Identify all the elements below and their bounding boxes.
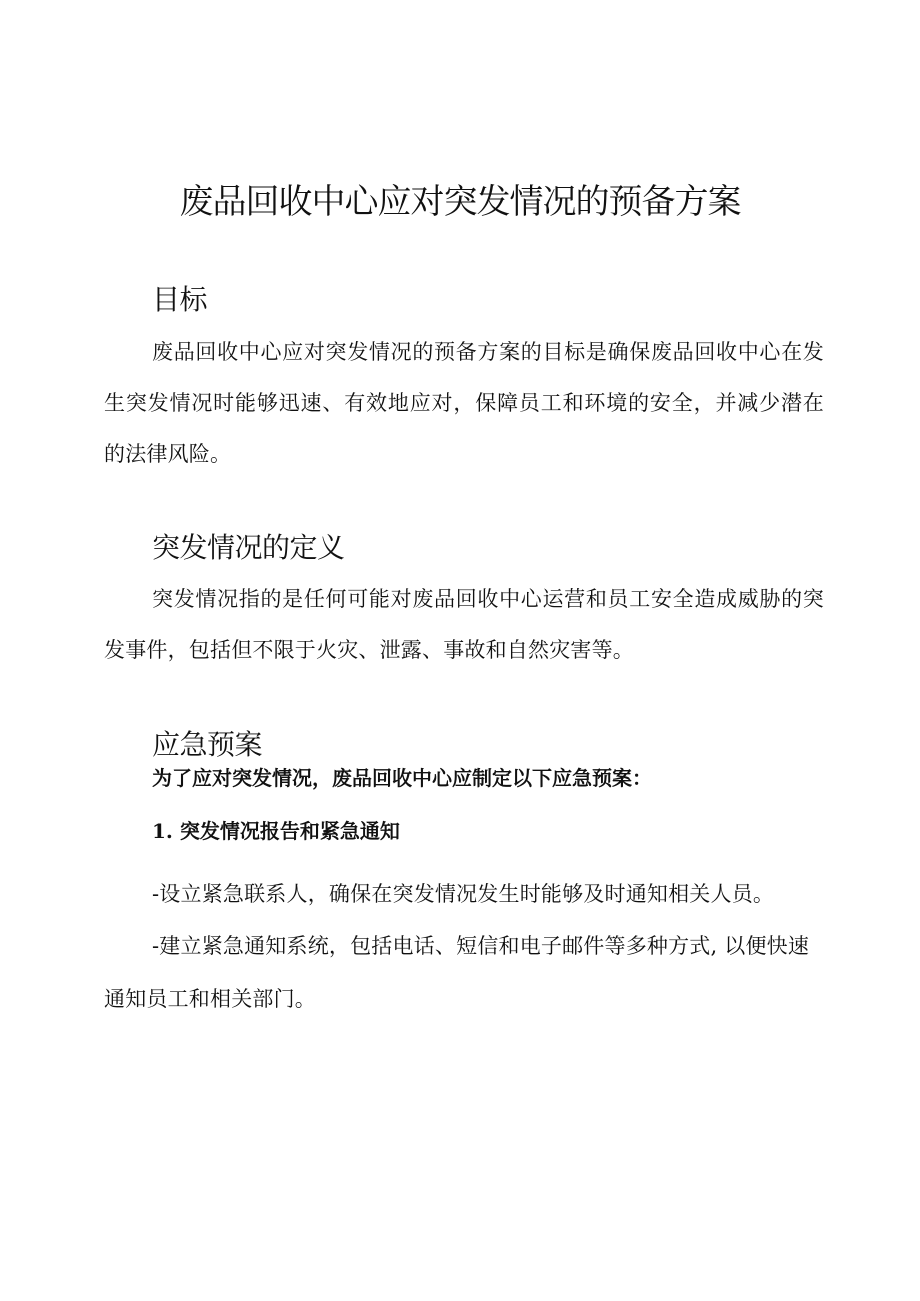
document-title: 废品回收中心应对突发情况的预备方案 <box>179 182 741 222</box>
section-heading-definition: 突发情况的定义 <box>152 531 345 564</box>
emergency-plan-intro: 为了应对突发情况，废品回收中心应制定以下应急预案： <box>152 766 652 790</box>
section-heading-goal: 目标 <box>152 283 208 316</box>
emergency-plan-subheading: 1. 突发情况报告和紧急通知 <box>152 819 400 843</box>
definition-paragraph: 突发情况指的是任何可能对废品回收中心运营和员工安全造成威胁的突发事件，包括但不限于火灾、泄露、事故和自然灾害等。 <box>104 587 824 662</box>
goal-paragraph: 废品回收中心应对突发情况的预备方案的目标是确保废品回收中心在发生突发情况时能够迅速、有效地应对，保障员工和环境的安全，并减少潜在的法律风险。 <box>104 340 824 466</box>
emergency-plan-item: -建立紧急通知系统，包括电话、短信和电子邮件等多种方式, 以便快速通知员工和相关部门。 <box>104 934 810 1011</box>
emergency-plan-item: -设立紧急联系人，确保在突发情况发生时能够及时通知相关人员。 <box>152 882 775 906</box>
section-heading-emergency-plan: 应急预案 <box>152 728 263 761</box>
